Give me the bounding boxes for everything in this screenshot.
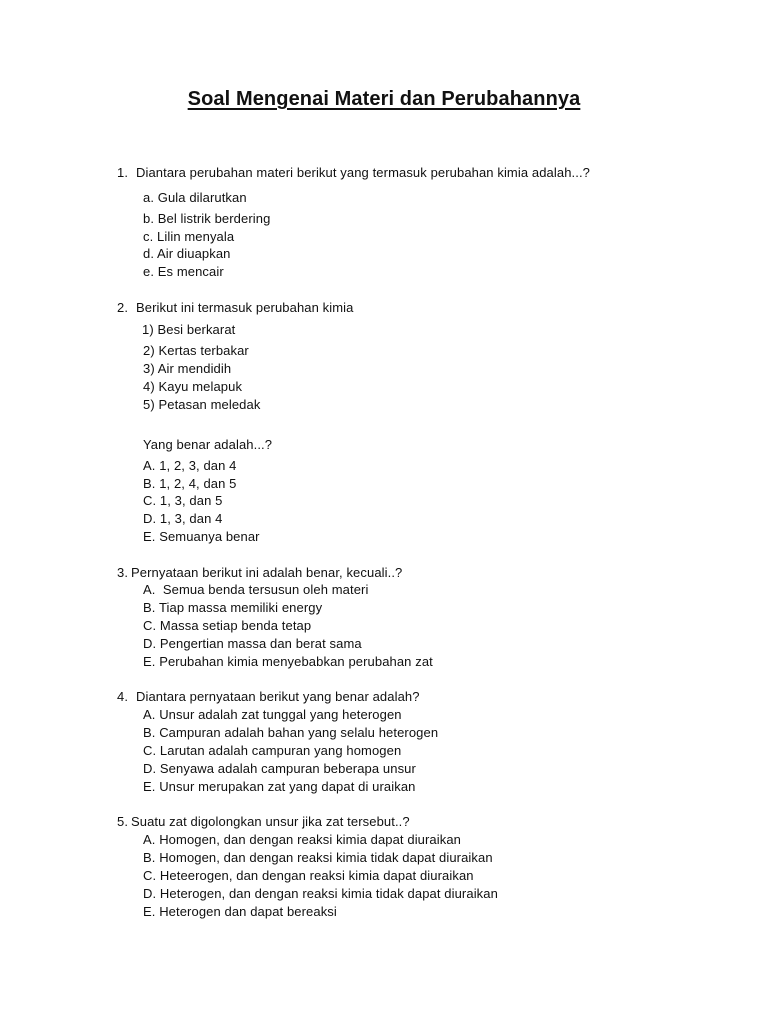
- option: A. Homogen, dan dengan reaksi kimia dapat diuraikan: [143, 832, 462, 847]
- option: C. 1, 3, dan 5: [143, 493, 223, 508]
- option: E. Semuanya benar: [143, 529, 260, 544]
- option: C. Massa setiap benda tetap: [143, 618, 312, 633]
- option: B. Homogen, dan dengan reaksi kimia tidak dapat diuraikan: [143, 850, 493, 865]
- question-text: Berikut ini termasuk perubahan kimia: [136, 300, 354, 315]
- option: D. 1, 3, dan 4: [143, 511, 223, 526]
- option: B. Campuran adalah bahan yang selalu heterogen: [143, 725, 439, 740]
- question-number: 5.: [117, 814, 129, 829]
- question-number: 1.: [117, 165, 129, 180]
- option: A. Semua benda tersusun oleh materi: [143, 582, 369, 597]
- option: D. Heterogen, dan dengan reaksi kimia tidak dapat diuraikan: [143, 886, 498, 901]
- statement: 2) Kertas terbakar: [143, 343, 249, 358]
- option: e. Es mencair: [143, 264, 224, 279]
- question-text: Suatu zat digolongkan unsur jika zat tersebut..?: [131, 814, 410, 829]
- option: C. Heteerogen, dan dengan reaksi kimia dapat diuraikan: [143, 868, 474, 883]
- option: E. Heterogen dan dapat bereaksi: [143, 904, 337, 919]
- option: a. Gula dilarutkan: [143, 190, 247, 205]
- page-title: Soal Mengenai Materi dan Perubahannya: [187, 88, 581, 110]
- statement: 1) Besi berkarat: [142, 322, 236, 337]
- question-text: Diantara pernyataan berikut yang benar adalah?: [136, 689, 420, 704]
- option: A. 1, 2, 3, dan 4: [143, 458, 237, 473]
- question-number: 3.: [117, 565, 129, 580]
- option: d. Air diuapkan: [143, 246, 231, 261]
- option: B. 1, 2, 4, dan 5: [143, 476, 237, 491]
- option: B. Tiap massa memiliki energy: [143, 600, 323, 615]
- question-text: Diantara perubahan materi berikut yang termasuk perubahan kimia adalah...?: [136, 165, 590, 180]
- option: E. Unsur merupakan zat yang dapat di uraikan: [143, 779, 416, 794]
- option: b. Bel listrik berdering: [143, 211, 271, 226]
- statement: 3) Air mendidih: [143, 361, 232, 376]
- option: C. Larutan adalah campuran yang homogen: [143, 743, 402, 758]
- option: c. Lilin menyala: [143, 229, 235, 244]
- question-number: 4.: [117, 689, 129, 704]
- statement: 4) Kayu melapuk: [143, 379, 243, 394]
- option: D. Pengertian massa dan berat sama: [143, 636, 362, 651]
- question-text: Pernyataan berikut ini adalah benar, kecuali..?: [131, 565, 403, 580]
- question-number: 2.: [117, 300, 129, 315]
- option: D. Senyawa adalah campuran beberapa unsur: [143, 761, 416, 776]
- question-prompt: Yang benar adalah...?: [143, 437, 273, 452]
- option: A. Unsur adalah zat tunggal yang heterogen: [143, 707, 402, 722]
- option: E. Perubahan kimia menyebabkan perubahan zat: [143, 654, 433, 669]
- statement: 5) Petasan meledak: [143, 397, 261, 412]
